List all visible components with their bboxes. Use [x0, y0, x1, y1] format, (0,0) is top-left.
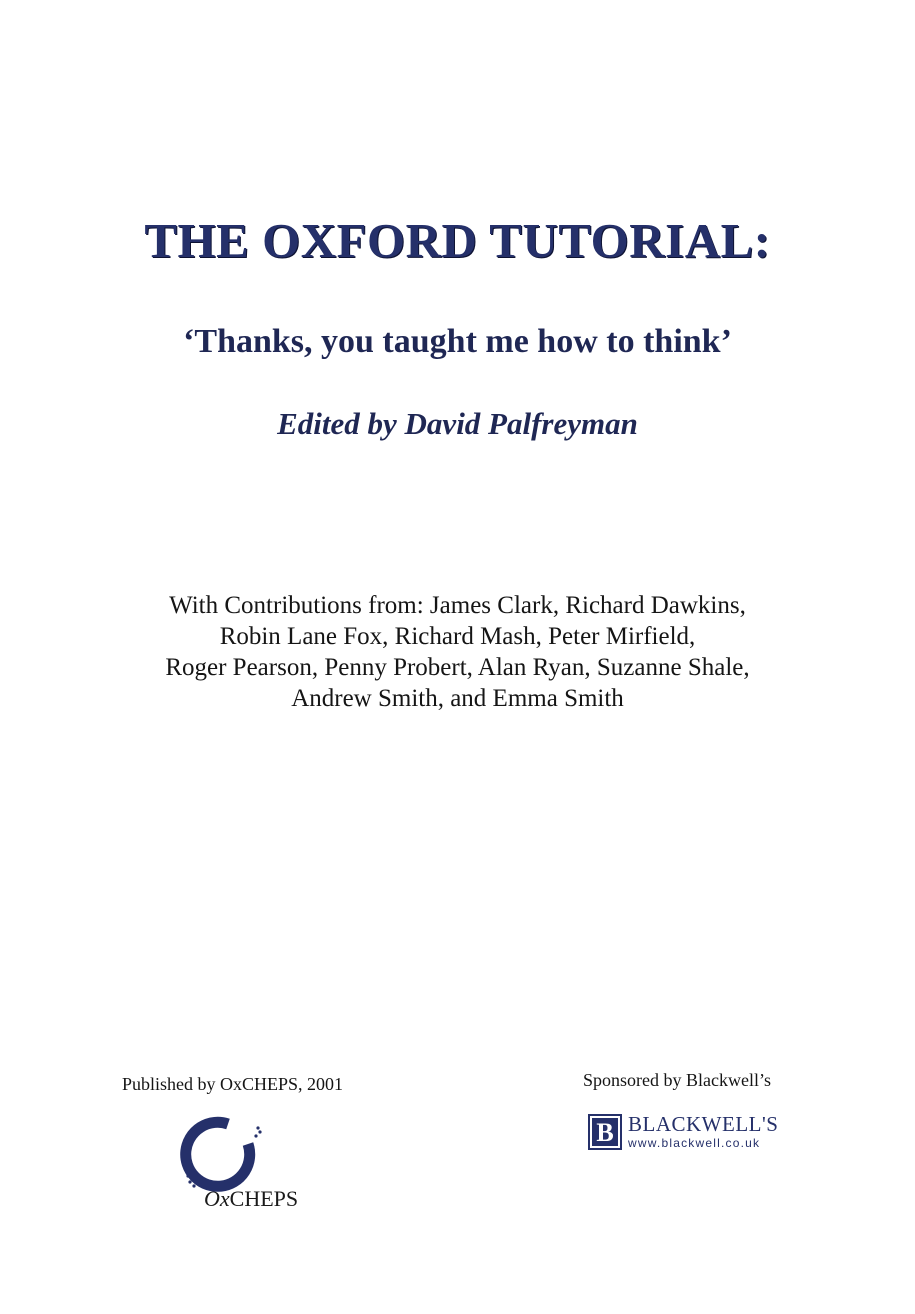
oxcheps-ring-icon: [176, 1116, 276, 1196]
book-title: THE OXFORD TUTORIAL:: [144, 213, 771, 268]
contributors-line: Andrew Smith, and Emma Smith: [291, 685, 624, 712]
contributors-block: [0, 590, 915, 714]
oxcheps-logo-text: OxCHEPS: [204, 1186, 299, 1211]
editor-line: Edited by David Palfreyman: [277, 406, 638, 441]
blackwells-b-icon: B: [588, 1114, 622, 1150]
publisher-credit: Published by OxCHEPS, 2001: [122, 1074, 344, 1094]
book-subtitle: ‘Thanks, you taught me how to think’: [183, 323, 732, 360]
blackwells-logo: [588, 1114, 798, 1156]
contributors-line: Roger Pearson, Penny Probert, Alan Ryan, Suzanne Shale,: [165, 654, 750, 681]
blackwells-logo-name: BLACKWELL'S: [628, 1112, 779, 1136]
oxcheps-logo: [176, 1116, 326, 1216]
sponsor-credit: Sponsored by Blackwell’s: [583, 1070, 771, 1090]
contributors-line: Robin Lane Fox, Richard Mash, Peter Mirfield,: [219, 623, 696, 650]
contributors-line: With Contributions from: James Clark, Richard Dawkins,: [169, 592, 746, 619]
blackwells-logo-url: www.blackwell.co.uk: [628, 1136, 761, 1150]
